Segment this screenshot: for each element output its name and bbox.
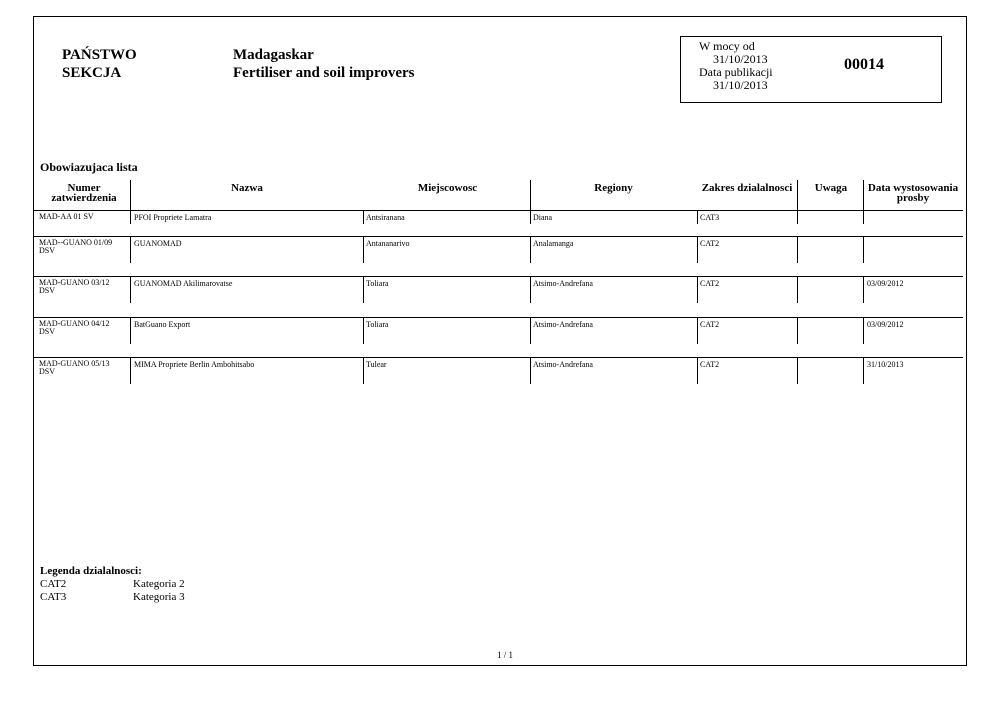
legend-code: CAT2 [40, 578, 67, 590]
cell-divider [797, 210, 798, 224]
cell-divider [363, 317, 364, 344]
cell-number-suffix: DSV [39, 367, 56, 376]
col-date-header-line2: prosby [896, 192, 930, 204]
cell-city: Tulear [366, 360, 387, 369]
cell-divider [863, 210, 864, 224]
publication-date: 31/10/2013 [713, 78, 768, 92]
table-header-rule [34, 210, 963, 211]
col-city-header: Miejscowosc [417, 182, 478, 194]
col-activity-header: Zakres dzialalnosci [701, 182, 793, 194]
cell-divider [863, 317, 864, 344]
cell-activity: CAT2 [700, 239, 720, 248]
cell-activity: CAT2 [700, 320, 720, 329]
col-number-header-line1: Numer [67, 182, 101, 194]
cell-activity: CAT2 [700, 279, 720, 288]
document-number: 00014 [844, 56, 884, 73]
cell-divider [697, 317, 698, 344]
col-remark-header: Uwaga [814, 182, 848, 194]
valid-from-label: W mocy od [699, 39, 755, 53]
cell-number: MAD-GUANO 03/12 [39, 278, 110, 287]
cell-name: BatGuano Export [134, 320, 191, 329]
col-number-header [40, 183, 128, 203]
cell-number: MAD-GUANO 05/13 [39, 359, 110, 368]
cell-divider [797, 276, 798, 303]
cell-divider [863, 357, 864, 384]
cell-region: Atsimo-Andrefana [533, 360, 593, 369]
cell-divider [697, 357, 698, 384]
cell-city: Toliara [366, 279, 389, 288]
cell-name: MIMA Propriete Berlin Ambohitsabo [134, 360, 255, 369]
cell-number: MAD-AA 01 SV [39, 212, 94, 221]
cell-divider [530, 276, 531, 303]
cell-divider [363, 210, 364, 224]
col-date-header [865, 183, 961, 203]
cell-divider [863, 236, 864, 263]
cell-region: Analamanga [533, 239, 574, 248]
cell-divider [363, 236, 364, 263]
cell-divider [797, 317, 798, 344]
cell-city: Toliara [366, 320, 389, 329]
cell-number-suffix: DSV [39, 246, 56, 255]
row-rule [34, 357, 963, 358]
row-rule [34, 276, 963, 277]
page-frame [33, 16, 967, 666]
publication-label: Data publikacji [699, 65, 773, 79]
cell-activity: CAT3 [700, 213, 720, 222]
row-rule [34, 236, 963, 237]
cell-name: GUANOMAD [134, 239, 182, 248]
header-divider [797, 180, 798, 210]
header-divider [530, 180, 531, 210]
col-number-header-line2: zatwierdzenia [51, 192, 117, 204]
header-divider [130, 180, 131, 210]
legend-title: Legenda dzialalnosci: [40, 565, 142, 577]
cell-divider [797, 357, 798, 384]
cell-divider [130, 317, 131, 344]
cell-divider [130, 236, 131, 263]
row-rule [34, 317, 963, 318]
cell-divider [697, 276, 698, 303]
cell-number-suffix: DSV [39, 327, 56, 336]
cell-date: 31/10/2013 [867, 360, 904, 369]
page-indicator: 1 / 1 [497, 650, 514, 660]
country-label: PAŃSTWO [62, 47, 137, 63]
cell-divider [530, 236, 531, 263]
section-label: SEKCJA [62, 65, 122, 81]
legend-code: CAT3 [40, 591, 67, 603]
col-date-header-line1: Data wystosowania [867, 182, 959, 194]
list-title: Obowiazujaca lista [40, 160, 138, 174]
legend-label: Kategoria 3 [133, 591, 185, 603]
country-value: Madagaskar [233, 47, 314, 63]
cell-divider [530, 357, 531, 384]
cell-number-suffix: DSV [39, 286, 56, 295]
cell-divider [697, 236, 698, 263]
cell-city: Antsiranana [366, 213, 405, 222]
cell-divider [797, 236, 798, 263]
cell-region: Diana [533, 213, 553, 222]
cell-activity: CAT2 [700, 360, 720, 369]
cell-date: 03/09/2012 [867, 320, 904, 329]
cell-divider [697, 210, 698, 224]
cell-divider [130, 276, 131, 303]
validity-box [680, 36, 942, 103]
cell-date: 03/09/2012 [867, 279, 904, 288]
section-value: Fertiliser and soil improvers [233, 65, 415, 81]
cell-divider [530, 210, 531, 224]
cell-name: PFOI Propriete Lamatra [134, 213, 212, 222]
col-name-header: Nazwa [231, 182, 263, 194]
cell-region: Atsimo-Andrefana [533, 279, 593, 288]
cell-divider [530, 317, 531, 344]
cell-divider [363, 276, 364, 303]
cell-name: GUANOMAD Akilimarovatse [134, 279, 233, 288]
cell-divider [130, 357, 131, 384]
col-regions-header: Regiony [594, 182, 633, 194]
header-divider [863, 180, 864, 210]
valid-from-date: 31/10/2013 [713, 52, 768, 66]
cell-divider [363, 357, 364, 384]
cell-number: MAD-GUANO 04/12 [39, 319, 110, 328]
cell-divider [130, 210, 131, 224]
cell-city: Antananarivo [366, 239, 410, 248]
cell-divider [863, 276, 864, 303]
legend-label: Kategoria 2 [133, 578, 185, 590]
cell-region: Atsimo-Andrefana [533, 320, 593, 329]
cell-number: MAD--GUANO 01/09 [39, 238, 113, 247]
